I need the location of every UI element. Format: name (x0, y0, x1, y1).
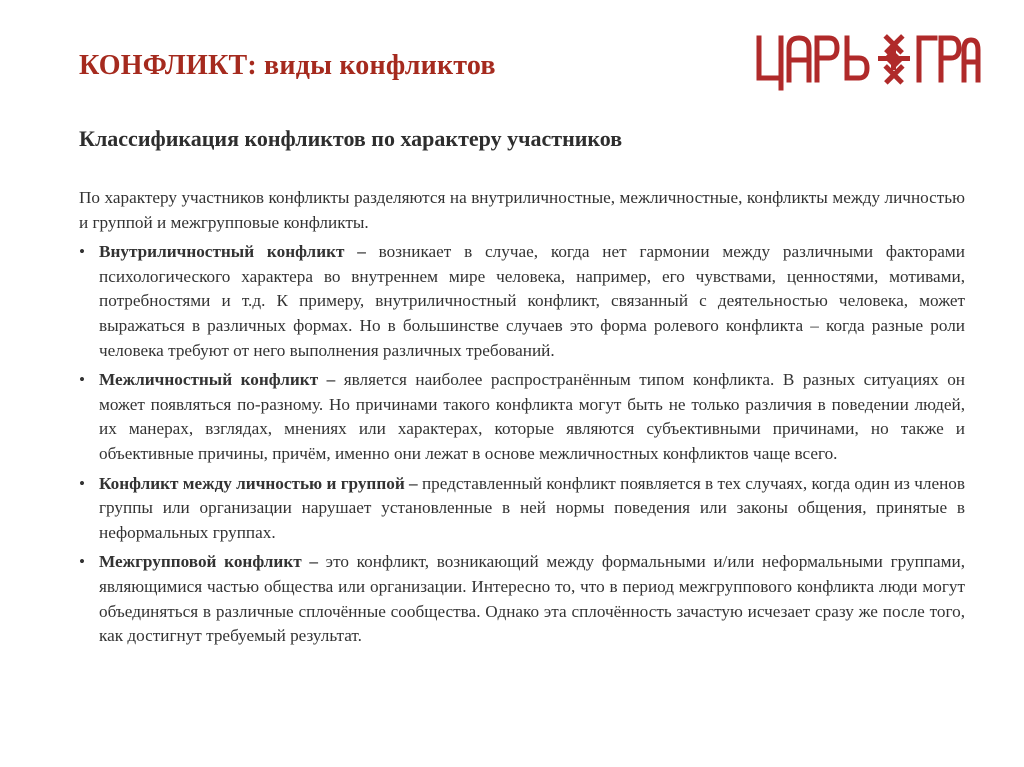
page-title: КОНФЛИКТ: виды конфликтов (79, 50, 496, 81)
item-text: возникает в случае, когда нет гармонии между различными факторами психологического характера во внутреннем мире человека, например, его чувствами, ценностями, мотивами, потребностями и т.д. К примеру, внутриличностный конфликт, связанный с деятельностью человека, может выражаться в различных формах. Но в большинстве случаев это форма ролевого конфликта – когда разные роли человека требуют от него выполнения различных требований. (99, 242, 965, 360)
bullet-icon: • (79, 552, 86, 572)
item-text: представленный конфликт появляется в тех случаях, когда один из членов группы или организации нарушает установленные в ней нормы поведения или законы общения, принятые в неформальных группах. (99, 473, 966, 542)
item-term: Межличностный конфликт – (99, 370, 336, 390)
list-item-intrapersonal (79, 240, 965, 363)
bullet-icon: • (79, 242, 86, 262)
intro-paragraph: По характеру участников конфликты разделяются на внутриличностные, межличностные, конфликты между личностью и группой и межгрупповые конфликты. (79, 188, 965, 232)
content-body (79, 186, 965, 654)
item-term: Межгрупповой конфликт – (99, 552, 318, 572)
item-term: Внутриличностный конфликт – (99, 242, 366, 262)
conflict-types-list (79, 240, 965, 649)
list-item-person-group (79, 472, 965, 546)
item-text: является наиболее распространённым типом конфликта. В разных ситуациях он может появляться по-разному. Но причинами такого конфликта могут быть не только различия в поведении людей, их манерах, взглядах, мнениях или характерах, которые являются субъективными причинами, но также и объективные причины, причём, именно они лежат в основе межличностных конфликтов чаще всего. (99, 370, 965, 463)
item-term: Конфликт между личностью и группой – (99, 473, 418, 493)
tsargrad-logo (755, 30, 985, 92)
list-item-intergroup (79, 550, 965, 648)
bullet-icon: • (79, 370, 86, 390)
item-text: это конфликт, возникающий между формальными и/или неформальными группами, являющимися частью общества или организации. Интересно то, что в период межгруппового конфликта люди могут объединяться в различные сплочённые сообщества. Однако эта сплочённость зачастую исчезает сразу же после того, как достигнут требуемый результат. (99, 552, 965, 646)
bullet-icon: • (79, 473, 86, 493)
list-item-interpersonal (79, 368, 965, 466)
section-subtitle: Классификация конфликтов по характеру участников (79, 126, 623, 151)
